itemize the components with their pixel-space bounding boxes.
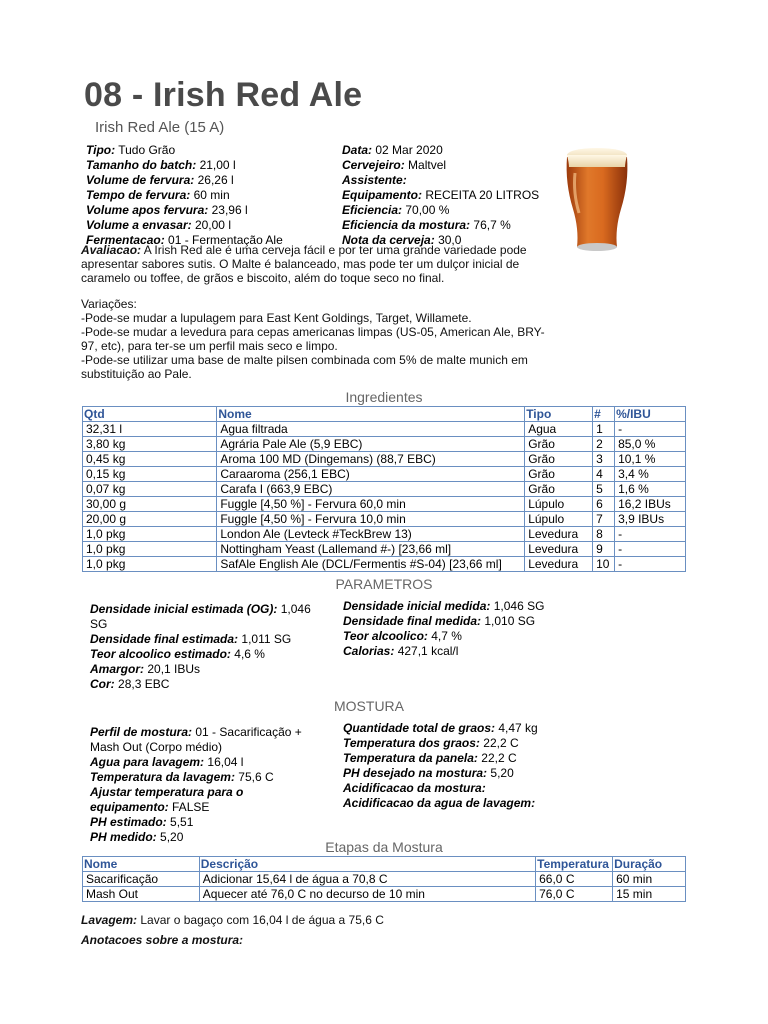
table-row xyxy=(83,467,686,482)
lavagem-line xyxy=(81,913,384,927)
field-value: 22,2 C xyxy=(483,736,519,750)
col-header: Nome xyxy=(83,857,200,872)
field-value: RECEITA 20 LITROS xyxy=(425,188,540,202)
table-cell: London Ale (Levteck #TeckBrew 13) xyxy=(217,527,525,542)
field-label: Cor: xyxy=(90,677,115,691)
field-row xyxy=(90,770,325,785)
info-left xyxy=(86,143,283,248)
field-label: Agua para lavagem: xyxy=(90,755,205,769)
table-cell: Carafa I (663,9 EBC) xyxy=(217,482,525,497)
field-value: Tudo Grão xyxy=(118,143,176,157)
table-cell: 4 xyxy=(593,467,615,482)
field-label: Fermentacao: xyxy=(86,233,165,247)
field-row xyxy=(90,755,325,770)
table-row xyxy=(83,497,686,512)
mostura-right xyxy=(343,721,643,811)
table-row xyxy=(83,452,686,467)
table-cell: Caraaroma (256,1 EBC) xyxy=(217,467,525,482)
field-row xyxy=(90,815,325,830)
table-cell: Levedura xyxy=(525,527,593,542)
table-cell: - xyxy=(615,422,686,437)
table-cell: 20,00 g xyxy=(83,512,217,527)
field-row xyxy=(343,751,643,766)
field-value: 16,04 l xyxy=(207,755,244,769)
field-row xyxy=(86,173,283,188)
field-value: 76,7 % xyxy=(473,218,511,232)
col-header: Temperatura xyxy=(536,857,613,872)
field-label: Tipo: xyxy=(86,143,116,157)
field-row xyxy=(342,173,539,188)
field-label: Teor alcoolico estimado: xyxy=(90,647,231,661)
style-subtitle: Irish Red Ale (15 A) xyxy=(95,119,225,136)
field-row xyxy=(90,647,330,662)
table-cell: 1,0 pkg xyxy=(83,557,217,572)
field-value: 30,0 xyxy=(438,233,462,247)
field-label: Volume a envasar: xyxy=(86,218,192,232)
field-label: Densidade final estimada: xyxy=(90,632,239,646)
table-cell: 1,6 % xyxy=(615,482,686,497)
field-row xyxy=(343,629,643,644)
avaliacao-label: Avaliacao: xyxy=(81,243,142,257)
table-cell: Grão xyxy=(525,467,593,482)
table-cell: 3,4 % xyxy=(615,467,686,482)
avaliacao-paragraph xyxy=(81,243,551,285)
table-cell: Grão xyxy=(525,452,593,467)
field-value: 20,1 IBUs xyxy=(147,662,201,676)
table-cell: - xyxy=(615,542,686,557)
field-value: 01 - Sacarificação + Mash Out (Corpo médio) xyxy=(90,725,302,754)
field-row xyxy=(343,766,643,781)
field-row xyxy=(342,143,539,158)
field-row xyxy=(86,158,283,173)
field-label: Ajustar temperatura para o equipamento: xyxy=(90,785,244,814)
info-right xyxy=(342,143,539,248)
table-cell: 6 xyxy=(593,497,615,512)
field-label: Amargor: xyxy=(90,662,145,676)
table-cell: Mash Out xyxy=(83,887,200,902)
field-row xyxy=(86,188,283,203)
field-row xyxy=(343,721,643,736)
field-row xyxy=(342,203,539,218)
table-cell: Aroma 100 MD (Dingemans) (88,7 EBC) xyxy=(217,452,525,467)
table-cell: 15 min xyxy=(613,887,686,902)
field-label: Temperatura da panela: xyxy=(343,751,478,765)
table-cell: Fuggle [4,50 %] - Fervura 60,0 min xyxy=(217,497,525,512)
field-row xyxy=(90,662,330,677)
field-row xyxy=(90,725,325,755)
field-value: 01 - Fermentação Ale xyxy=(168,233,283,247)
field-value: 5,20 xyxy=(160,830,184,844)
table-cell: Adicionar 15,64 l de água a 70,8 C xyxy=(199,872,535,887)
lavagem-label: Lavagem: xyxy=(81,913,138,927)
table-row xyxy=(83,527,686,542)
field-row xyxy=(343,599,643,614)
field-row xyxy=(342,188,539,203)
table-cell: 85,0 % xyxy=(615,437,686,452)
field-row xyxy=(90,785,325,815)
variacoes-line: Variações: xyxy=(81,297,137,311)
field-value: 02 Mar 2020 xyxy=(375,143,443,157)
anotacoes-label: Anotacoes sobre a mostura: xyxy=(81,933,244,947)
table-cell: Levedura xyxy=(525,542,593,557)
table-cell: 1 xyxy=(593,422,615,437)
col-header: Tipo xyxy=(525,407,593,422)
field-value: 21,00 l xyxy=(199,158,236,172)
table-cell: 9 xyxy=(593,542,615,557)
table-cell: - xyxy=(615,557,686,572)
table-cell: 3 xyxy=(593,452,615,467)
col-header: Descrição xyxy=(199,857,535,872)
variacoes-line: -Pode-se mudar a levedura para cepas americanas limpas (US-05, American Ale, BRY-97, etc), para ter-se um perfil mais seco e limpo. xyxy=(81,325,545,353)
table-cell: Levedura xyxy=(525,557,593,572)
col-header: # xyxy=(593,407,615,422)
field-row xyxy=(86,143,283,158)
field-row xyxy=(343,796,643,811)
table-row xyxy=(83,512,686,527)
field-label: Eficiencia: xyxy=(342,203,403,217)
field-row xyxy=(343,614,643,629)
field-value: 60 min xyxy=(193,188,230,202)
variacoes-line: -Pode-se utilizar uma base de malte pilsen combinada com 5% de malte munich em substituição ao Pale. xyxy=(81,353,528,381)
field-label: Cervejeiro: xyxy=(342,158,405,172)
table-row xyxy=(83,557,686,572)
table-cell: Agrária Pale Ale (5,9 EBC) xyxy=(217,437,525,452)
table-cell: Aquecer até 76,0 C no decurso de 10 min xyxy=(199,887,535,902)
table-cell: Sacarificação xyxy=(83,872,200,887)
table-row xyxy=(83,872,686,887)
parametros-right xyxy=(343,599,643,659)
field-row xyxy=(343,736,643,751)
parametros-title: PARAMETROS xyxy=(335,576,433,592)
field-row xyxy=(90,632,330,647)
table-cell: Grão xyxy=(525,437,593,452)
parametros-left xyxy=(90,602,330,692)
ingredientes-title: Ingredientes xyxy=(345,389,423,405)
field-label: PH medido: xyxy=(90,830,157,844)
anotacoes-line xyxy=(81,933,243,947)
table-cell: 1,0 pkg xyxy=(83,527,217,542)
field-value: 20,00 l xyxy=(194,218,231,232)
field-label: Eficiencia da mostura: xyxy=(342,218,471,232)
field-row xyxy=(342,218,539,233)
field-row xyxy=(343,781,643,796)
table-cell: 10 xyxy=(593,557,615,572)
field-value: 1,046 SG xyxy=(493,599,545,613)
variacoes-line: -Pode-se mudar a lupulagem para East Kent Goldings, Target, Willamete. xyxy=(81,311,472,325)
field-label: Acidificacao da agua de lavagem: xyxy=(343,796,536,810)
field-label: Calorias: xyxy=(343,644,395,658)
table-cell: 30,00 g xyxy=(83,497,217,512)
table-cell: Agua filtrada xyxy=(217,422,525,437)
table-cell: Lúpulo xyxy=(525,512,593,527)
field-label: Quantidade total de graos: xyxy=(343,721,496,735)
field-row xyxy=(86,218,283,233)
field-value: 427,1 kcal/l xyxy=(397,644,459,658)
table-row xyxy=(83,887,686,902)
field-label: Tamanho do batch: xyxy=(86,158,197,172)
field-row xyxy=(86,203,283,218)
page-title: 08 - Irish Red Ale xyxy=(84,76,363,114)
table-cell: 2 xyxy=(593,437,615,452)
table-cell: 3,9 IBUs xyxy=(615,512,686,527)
field-value: 26,26 l xyxy=(197,173,234,187)
table-cell: 3,80 kg xyxy=(83,437,217,452)
table-cell: 5 xyxy=(593,482,615,497)
field-label: Volume de fervura: xyxy=(86,173,195,187)
field-value: Maltvel xyxy=(408,158,447,172)
etapas-title: Etapas da Mostura xyxy=(325,839,443,855)
table-cell: Nottingham Yeast (Lallemand #-) [23,66 ml] xyxy=(217,542,525,557)
table-row xyxy=(83,437,686,452)
table-cell: SafAle English Ale (DCL/Fermentis #S-04) [23,66 ml] xyxy=(217,557,525,572)
table-cell: 7 xyxy=(593,512,615,527)
table-cell: 10,1 % xyxy=(615,452,686,467)
field-value: 5,51 xyxy=(170,815,194,829)
table-cell: Agua xyxy=(525,422,593,437)
col-header: Duração xyxy=(613,857,686,872)
field-value: 1,011 SG xyxy=(241,632,292,646)
col-header: %/IBU xyxy=(615,407,686,422)
field-label: Temperatura dos graos: xyxy=(343,736,480,750)
table-row xyxy=(83,482,686,497)
table-cell: 0,07 kg xyxy=(83,482,217,497)
field-label: Equipamento: xyxy=(342,188,422,202)
field-row xyxy=(342,158,539,173)
mostura-title: MOSTURA xyxy=(334,698,404,714)
table-cell: 0,45 kg xyxy=(83,452,217,467)
beer-glass-icon xyxy=(561,143,633,258)
table-cell: 60 min xyxy=(613,872,686,887)
field-label: Tempo de fervura: xyxy=(86,188,191,202)
col-header: Qtd xyxy=(83,407,217,422)
field-label: Teor alcoolico: xyxy=(343,629,428,643)
lavagem-value: Lavar o bagaço com 16,04 l de água a 75,6 C xyxy=(140,913,384,927)
field-label: Temperatura da lavagem: xyxy=(90,770,235,784)
field-label: Volume apos fervura: xyxy=(86,203,209,217)
field-label: PH desejado na mostura: xyxy=(343,766,488,780)
mostura-left xyxy=(90,725,325,845)
field-value: 23,96 l xyxy=(211,203,248,217)
field-label: Data: xyxy=(342,143,373,157)
field-label: PH estimado: xyxy=(90,815,167,829)
field-label: Densidade inicial medida: xyxy=(343,599,491,613)
field-value: 75,6 C xyxy=(238,770,274,784)
variacoes-block xyxy=(81,297,551,381)
table-cell: 1,0 pkg xyxy=(83,542,217,557)
table-row xyxy=(83,542,686,557)
field-value: 1,010 SG xyxy=(484,614,536,628)
table-cell: - xyxy=(615,527,686,542)
table-cell: 0,15 kg xyxy=(83,467,217,482)
etapas-table xyxy=(82,856,686,902)
table-cell: Lúpulo xyxy=(525,497,593,512)
field-value: 28,3 EBC xyxy=(118,677,170,691)
field-label: Perfil de mostura: xyxy=(90,725,193,739)
field-value: 4,47 kg xyxy=(498,721,538,735)
field-value: FALSE xyxy=(172,800,210,814)
field-value: 22,2 C xyxy=(481,751,517,765)
field-row xyxy=(343,644,643,659)
field-label: Nota da cerveja: xyxy=(342,233,435,247)
table-row xyxy=(83,422,686,437)
field-label: Densidade inicial estimada (OG): xyxy=(90,602,278,616)
ingredients-table xyxy=(82,406,686,572)
table-cell: 8 xyxy=(593,527,615,542)
field-value: 4,6 % xyxy=(234,647,265,661)
table-cell: 32,31 l xyxy=(83,422,217,437)
field-label: Assistente: xyxy=(342,173,407,187)
table-cell: 76,0 C xyxy=(536,887,613,902)
field-value: 70,00 % xyxy=(405,203,450,217)
avaliacao-text: A Irish Red ale é uma cerveja fácil e por ter uma grande variedade pode apresentar sabores sutis. O Malte é balanceado, mas pode ter um dulçor inicial de caramelo ou toffee, de grãos e biscoito, além do toque seco no final. xyxy=(81,243,527,285)
table-cell: 66,0 C xyxy=(536,872,613,887)
table-cell: 16,2 IBUs xyxy=(615,497,686,512)
table-cell: Fuggle [4,50 %] - Fervura 10,0 min xyxy=(217,512,525,527)
field-value: 4,7 % xyxy=(431,629,462,643)
field-value: 1,046 SG xyxy=(90,602,311,631)
field-label: Densidade final medida: xyxy=(343,614,482,628)
col-header: Nome xyxy=(217,407,525,422)
field-row xyxy=(90,602,330,632)
table-cell: Grão xyxy=(525,482,593,497)
field-label: Acidificacao da mostura: xyxy=(343,781,486,795)
field-row xyxy=(90,677,330,692)
field-value: 5,20 xyxy=(490,766,514,780)
